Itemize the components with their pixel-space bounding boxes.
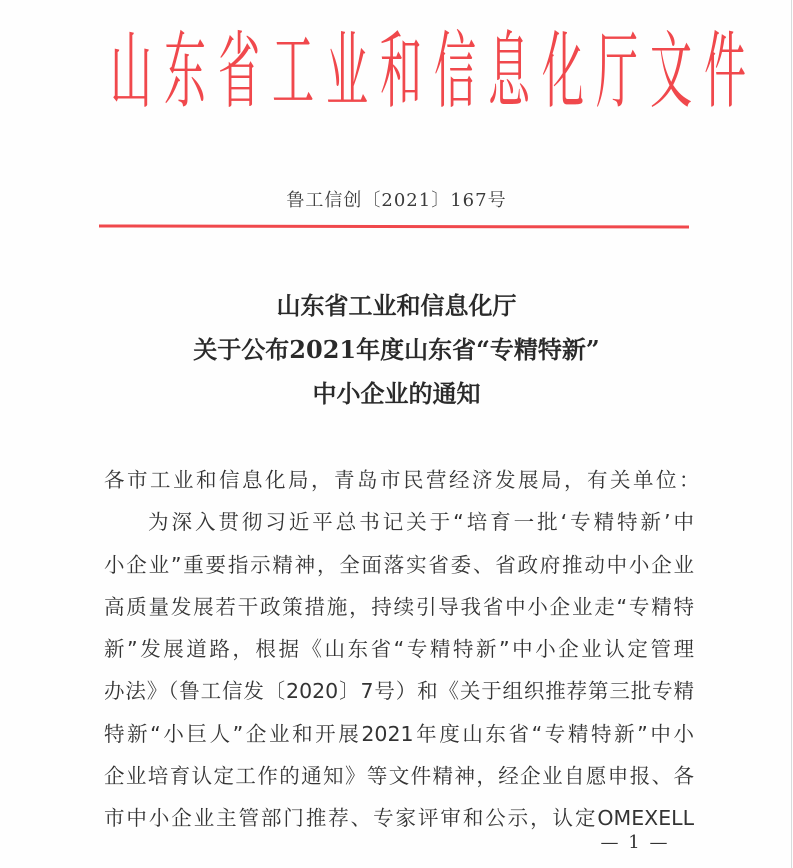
letterhead-char: 和 [379,22,423,121]
document-number: 鲁工信创〔2021〕167号 [286,190,507,211]
notice-body [104,459,702,840]
letterhead-char: 件 [703,22,747,121]
letterhead-char: 东 [163,22,207,121]
body-line: 特新“小巨人”企业和开展2021年度山东省“专精特新”中小 [104,721,694,746]
letterhead-char: 省 [217,22,261,121]
body-line: 企业培育认定工作的通知》等文件精神，经企业自愿申报、各 [104,764,694,789]
page-number: — 1 — [600,832,670,853]
title-line: 山东省工业和信息化厅 [276,291,517,320]
body-line: 市中小企业主管部门推荐、专家评审和公示，认定OMEXELL [104,806,694,831]
letterhead-char: 厅 [595,22,639,121]
body-line: 小企业”重要指示精神，全面落实省委、省政府推动中小企业 [104,552,694,577]
letterhead-char: 息 [487,22,531,121]
body-line: 为深入贯彻习近平总书记关于“培育一批‘专精特新’中 [148,510,694,535]
letterhead-char: 文 [649,22,693,121]
letterhead-char: 信 [433,22,477,121]
letterhead-char: 山 [109,22,153,121]
red-divider-line [99,224,689,228]
page-edge-line [791,0,792,868]
title-line: 关于公布2021年度山东省“专精特新” [193,335,600,364]
letterhead-char: 工 [271,22,315,121]
letterhead-char: 化 [541,22,585,121]
letterhead-char: 业 [325,22,369,121]
body-line: 高质量发展若干政策措施，持续引导我省中小企业走“专精特 [104,594,694,619]
salutation-line: 各市工业和信息化局，青岛市民营经济发展局，有关单位： [104,468,702,492]
title-line: 中小企业的通知 [312,379,481,408]
red-letterhead-title [104,22,747,121]
body-line: 新”发展道路，根据《山东省“专精特新”中小企业认定管理 [104,637,694,662]
notice-title [0,284,793,416]
body-line: 办法》（鲁工信发〔2020〕7号）和《关于组织推荐第三批专精 [104,679,694,704]
